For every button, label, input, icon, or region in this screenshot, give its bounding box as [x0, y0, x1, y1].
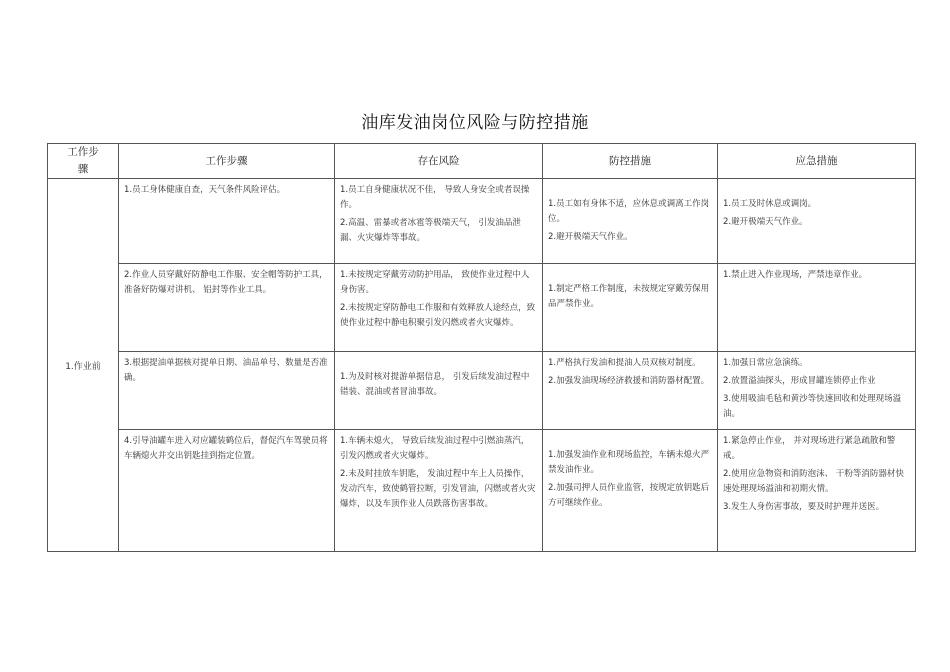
table-row [48, 179, 916, 264]
emergency-cell [718, 352, 916, 430]
cell-text: 2.未按规定穿防静电工作服和有效释放人途经点，致使作业过程中静电积聚引发闪燃或者火灾爆炸。 [340, 303, 536, 328]
cell-text: 1.为及时核对提游单据信息， 引发后续发油过程中错装、混油或者冒油事故。 [340, 372, 530, 397]
cell-text: 3.根据提油单据核对提单日期、油品单号、数量是否准确。 [124, 358, 328, 383]
cell-text: 1.紧急停止作业， 并对现场进行紧急疏散和警戒。 [723, 436, 896, 461]
cell-text: 1.加强发油作业和现场监控，车辆未熄火严禁发油作业。 [548, 450, 710, 475]
risk-cell [335, 179, 543, 264]
work-step-cell [119, 430, 335, 552]
cell-text: 2.高温、雷暴或者冰雹等极端天气， 引发油品泄漏、火灾爆炸等事故。 [340, 218, 521, 243]
cell-text: 2.避开极端天气作业。 [548, 232, 633, 242]
control-cell [543, 352, 718, 430]
emergency-cell [718, 264, 916, 352]
cell-text: 1.未按规定穿戴劳动防护用品， 致使作业过程中人身伤害。 [340, 270, 530, 295]
header-phase: 工作步骤 [48, 144, 119, 179]
cell-text: 1.员工及时休息或调岗。 [723, 199, 817, 209]
cell-text: 2.使用应急物资和消防泡沫、 干粉等消防器材快速处理现场溢油和初期火情。 [723, 469, 904, 494]
risk-cell [335, 430, 543, 552]
emergency-cell [718, 430, 916, 552]
table-row [48, 430, 916, 552]
cell-text: 2.加强发油现场经济救援和消防器材配置。 [548, 376, 710, 386]
header-control: 防控措施 [543, 144, 718, 179]
work-step-cell [119, 352, 335, 430]
cell-text: 1.加强日常应急演练。 [723, 358, 808, 368]
cell-text: 4.引导油罐车进入对应罐装鹤位后，督促汽车驾驶员将车辆熄火并交出钥匙挂到指定位置。 [124, 436, 328, 461]
table-row [48, 264, 916, 352]
cell-text: 1.员工身体健康自查，天气条件风险评估。 [124, 185, 286, 195]
work-step-cell [119, 264, 335, 352]
table-header-row [48, 144, 916, 179]
risk-cell [335, 264, 543, 352]
phase-label: 1.作业前 [48, 179, 119, 552]
risk-control-table [47, 143, 916, 552]
cell-text: 1.员工如有身体不适，应休息或调离工作岗位。 [548, 199, 710, 224]
cell-text: 1.严格执行发油和提油人员双核对制度。 [548, 358, 701, 368]
cell-text: 2.避开极端天气作业。 [723, 217, 808, 227]
header-work-step: 工作步骤 [119, 144, 335, 179]
table-row [48, 352, 916, 430]
control-cell [543, 264, 718, 352]
cell-text: 1.员工自身健康状况不佳， 导致人身安全或者误操作。 [340, 185, 530, 210]
cell-text: 1.车辆未熄火， 导致后续发油过程中引燃油蒸汽，引发闪燃或者火灾爆炸。 [340, 436, 530, 461]
cell-text: 2.放置溢油探头，形成冒罐连锁停止作业 [723, 376, 876, 386]
header-risk: 存在风险 [335, 144, 543, 179]
control-cell [543, 430, 718, 552]
cell-text: 2.加强司押人员作业监管，按规定放钥匙后方可继续作业。 [548, 483, 710, 508]
cell-text: 1.制定严格工作制度，未按规定穿戴劳保用品严禁作业。 [548, 284, 710, 309]
cell-text: 3.发生人身伤害事故，要及时护理并送医。 [723, 502, 885, 512]
page-title: 油库发油岗位风险与防控措施 [361, 113, 589, 133]
control-cell [543, 179, 718, 264]
header-emergency: 应急措施 [718, 144, 916, 179]
emergency-cell [718, 179, 916, 264]
work-step-cell [119, 179, 335, 264]
cell-text: 1.禁止进入作业现场，严禁违章作业。 [723, 270, 868, 280]
cell-text: 2.作业人员穿戴好防静电工作服、安全帽等防护工具， 准备好防爆对讲机、 铝封等作业工具。 [124, 270, 328, 295]
cell-text: 3.使用吸油毛毡和黄沙等快速回收和处理现场溢油。 [723, 394, 902, 419]
risk-cell [335, 352, 543, 430]
cell-text: 2.未及时挂放车钥匙， 发油过程中车上人员操作，发动汽车，致使鹤管拉断，引发冒油，闪燃或者火灾爆炸，以及车顶作业人员跌落伤害事故。 [340, 469, 536, 509]
